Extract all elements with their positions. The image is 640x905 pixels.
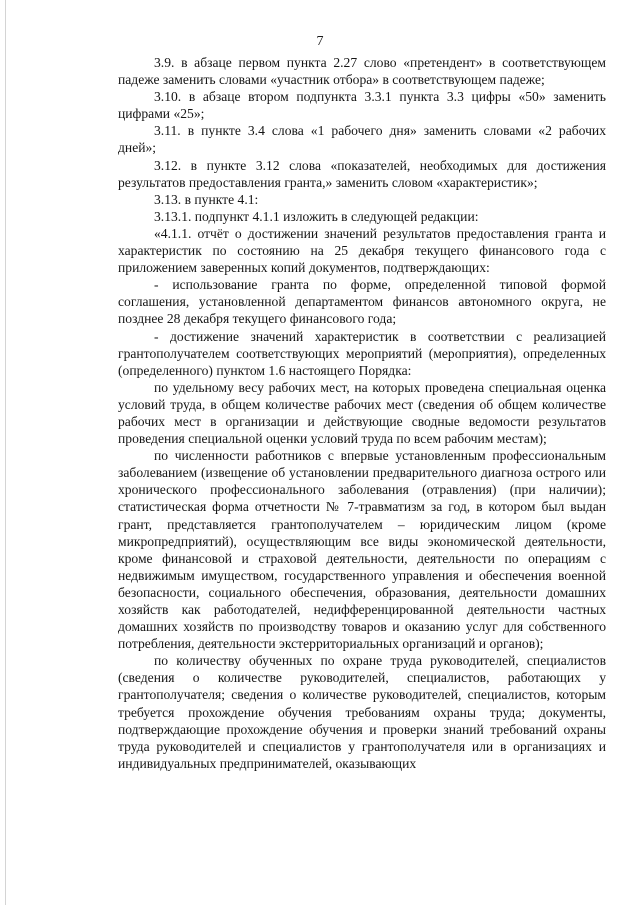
paragraph-occupational-disease: по численности работников с впервые установленным профессиональным заболеванием (извещение об установлении предварительного диагноза острого или хронического профессионального заболевания (отравления) (при наличии); статистическая форма отчетности № 7-травматизм за год, в котором был выдан грант, представляется грантополучателем – юридическим лицом (кроме микропредприятий), осуществляющим все виды экономической деятельности, кроме финансовой и страховой деятельности, деятельности по операциям с недвижимым имуществом, государственного управления и обеспечения военной безопасности, социального обеспечения, образования, деятельности домашних хозяйств как работодателей, недифференцированной деятельности частных домашних хозяйств по производству товаров и оказанию услуг для собственного потребления, деятельности экстерриториальных организаций и органов); bbox=[118, 448, 606, 652]
paragraph-4-1-1: «4.1.1. отчёт о достижении значений результатов предоставления гранта и характеристик по состоянию на 25 декабря текущего финансового года с приложением заверенных копий документов, подтверждающих: bbox=[118, 225, 606, 276]
paragraph-3-11: 3.11. в пункте 3.4 слова «1 рабочего дня» заменить словами «2 рабочих дней»; bbox=[118, 123, 606, 156]
paragraph-3-13: 3.13. в пункте 4.1: bbox=[154, 191, 259, 207]
paragraph-3-9: 3.9. в абзаце первом пункта 2.27 слово «претендент» в соответствующем падеже заменить словами «участник отбора» в соответствующем падеже; bbox=[118, 55, 606, 88]
paragraph-characteristics: - достижение значений характеристик в соответствии с реализацией грантополучателем соответствующих мероприятий (мероприятия), определенных (определенного) пунктом 1.6 настоящего Порядка: bbox=[118, 328, 606, 378]
scan-edge-line bbox=[5, 0, 6, 905]
document-body bbox=[118, 54, 606, 772]
paragraph-3-10: 3.10. в абзаце втором подпункта 3.3.1 пункта 3.3 цифры «50» заменить цифрами «25»; bbox=[118, 89, 606, 122]
page-number: 7 bbox=[316, 34, 324, 49]
paragraph-workplaces: по удельному весу рабочих мест, на которых проведена специальная оценка условий труда, в общем количестве рабочих мест (сведения об общем количестве рабочих мест в организации и действующие сводные ведомости результатов проведения специальной оценки условий труда по всем рабочим местам); bbox=[118, 379, 606, 447]
paragraph-3-12: 3.12. в пункте 3.12 слова «показателей, необходимых для достижения результатов предоставления гранта,» заменить словом «характеристик»; bbox=[118, 157, 606, 190]
paragraph-grant-usage: - использование гранта по форме, определенной типовой формой соглашения, установленной департаментом финансов автономного округа, не позднее 28 декабря текущего финансового года; bbox=[118, 277, 606, 327]
paragraph-trained-staff: по количеству обученных по охране труда руководителей, специалистов (сведения о количестве руководителей, специалистов, работающих у грантополучателя; сведения о количестве руководителей, специалистов, которым требуется прохождение обучения требованиям охраны труда; документы, подтверждающие прохождение обучения и проверки знаний требований охраны труда руководителей и специалистов у грантополучателя или в организациях и индивидуальных предпринимателей, оказывающих bbox=[118, 653, 606, 771]
paragraph-3-13-1: 3.13.1. подпункт 4.1.1 изложить в следующей редакции: bbox=[154, 208, 479, 224]
